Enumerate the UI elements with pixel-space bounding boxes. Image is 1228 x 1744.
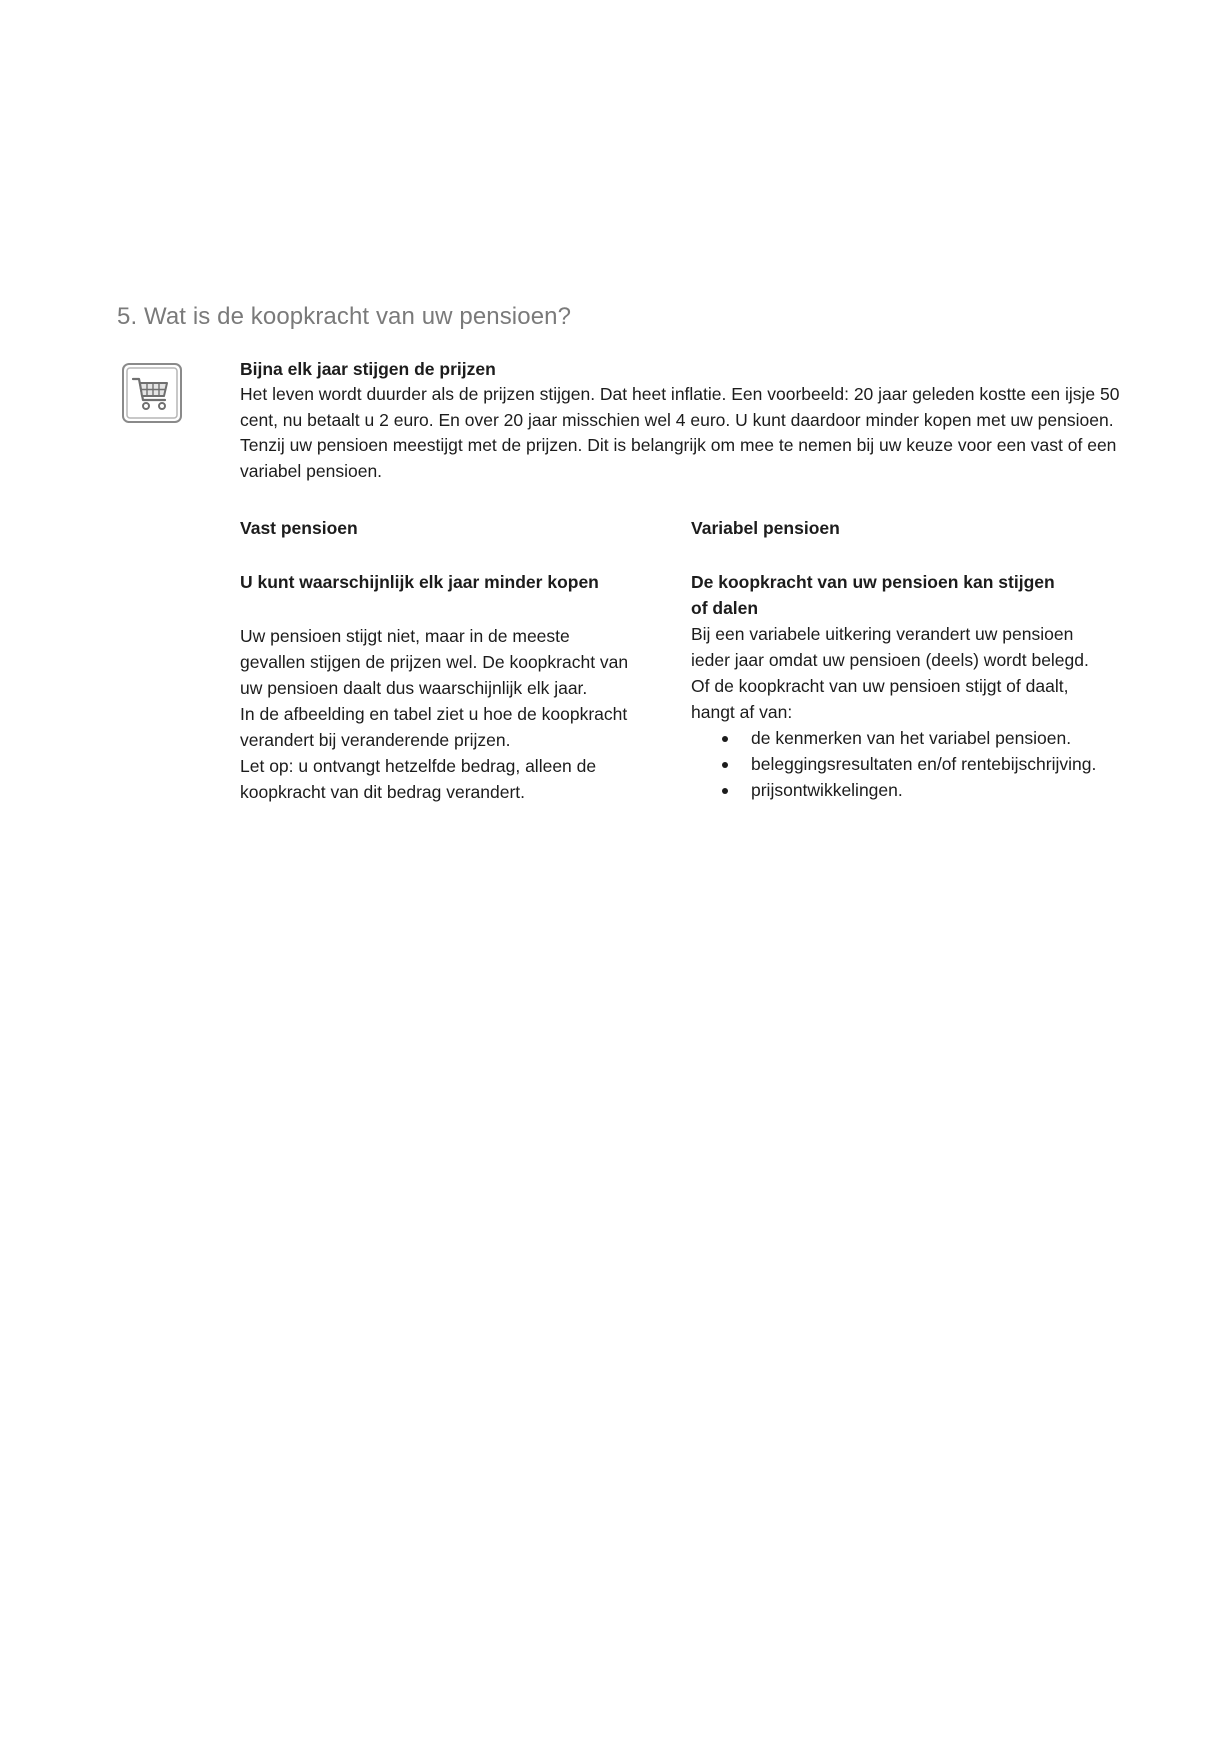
vast-text-line: verandert bij veranderende prijzen. [240, 730, 511, 750]
variabel-subheading-line: of dalen [691, 598, 759, 618]
vast-text-line: gevallen stijgen de prijzen wel. De koopkracht van [240, 652, 629, 672]
vast-text-line: uw pensioen daalt dus waarschijnlijk elk jaar. [240, 678, 588, 698]
list-item-text: prijsontwikkelingen. [751, 780, 903, 800]
bullet-icon [722, 736, 728, 742]
list-item [691, 751, 1131, 777]
list-item [691, 725, 1131, 751]
list-item [691, 777, 1131, 803]
vast-subheading: U kunt waarschijnlijk elk jaar minder kopen [240, 572, 599, 592]
section-title: 5. Wat is de koopkracht van uw pensioen? [117, 303, 572, 330]
list-item-text: de kenmerken van het variabel pensioen. [751, 728, 1072, 748]
vast-text-line: koopkracht van dit bedrag verandert. [240, 782, 526, 802]
vast-heading: Vast pensioen [240, 518, 358, 538]
shopping-cart-icon [121, 362, 183, 424]
variabel-text-line: hangt af van: [691, 702, 793, 722]
vast-text-line: Let op: u ontvangt hetzelfde bedrag, alleen de [240, 756, 597, 776]
variabel-body [691, 621, 1131, 803]
vast-text-line: Uw pensioen stijgt niet, maar in de meeste [240, 626, 570, 646]
intro-block [240, 356, 1120, 484]
variabel-subheading-line: De koopkracht van uw pensioen kan stijgen [691, 572, 1055, 592]
variabel-text-line: Of de koopkracht van uw pensioen stijgt of daalt, [691, 676, 1069, 696]
variabel-bullet-list [691, 725, 1131, 803]
list-item-text: beleggingsresultaten en/of rentebijschrijving. [751, 754, 1097, 774]
vast-body [240, 623, 670, 805]
variabel-heading: Variabel pensioen [691, 518, 840, 538]
variabel-pensioen-column [691, 515, 1131, 800]
vast-text-line: In de afbeelding en tabel ziet u hoe de koopkracht [240, 704, 628, 724]
vast-pensioen-column [240, 515, 670, 802]
variabel-text-line: Bij een variabele uitkering verandert uw pensioen [691, 624, 1074, 644]
intro-text: Het leven wordt duurder als de prijzen stijgen. Dat heet inflatie. Een voorbeeld: 20 jaar geleden kostte een ijsje 50 cent, nu betaalt u 2 euro. En over 20 jaar misschien wel 4 euro. U kunt daardoor minder kopen met uw pensioen. Tenzij uw pensioen meestijgt met de prijzen. Dit is belangrijk om mee te nemen bij uw keuze voor een vast of een variabel pensioen. [240, 384, 1120, 481]
variabel-subheading [691, 569, 1055, 621]
bullet-icon [722, 788, 728, 794]
variabel-text-line: ieder jaar omdat uw pensioen (deels) wordt belegd. [691, 650, 1089, 670]
intro-heading: Bijna elk jaar stijgen de prijzen [240, 359, 496, 379]
bullet-icon [722, 762, 728, 768]
